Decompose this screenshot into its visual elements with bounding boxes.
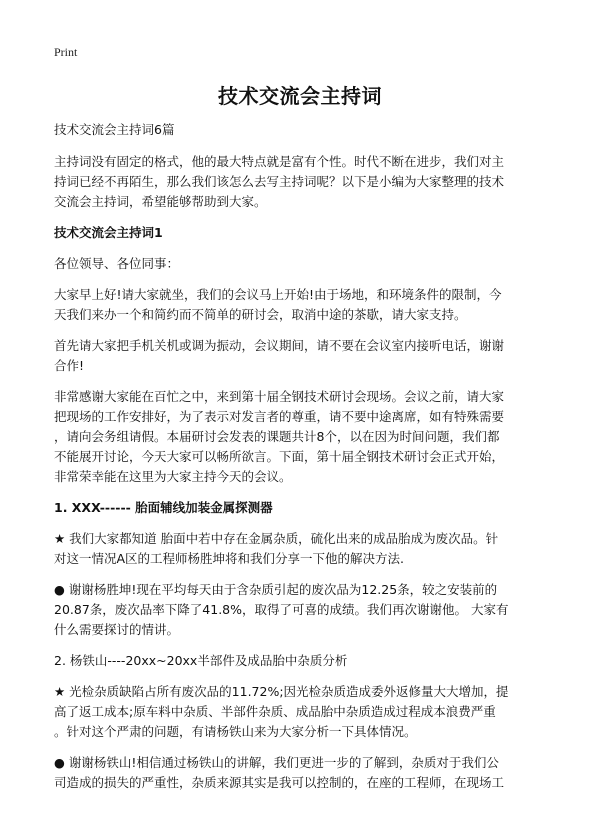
agenda-item-1-thanks — [54, 580, 550, 640]
text-line: 司造成的损失的严重性，杂质来源其实是我可以控制的，在座的工程师，在现场工 — [54, 775, 505, 790]
text-line: 主持词没有固定的格式，他的最大特点就是富有个性。时代不断在进步，我们对主 — [54, 154, 505, 169]
text-line: 非常荣幸能在这里为大家主持今天的会议。 — [54, 469, 292, 484]
text-line: 合作! — [54, 358, 85, 373]
agenda-item-2-thanks — [54, 753, 550, 793]
text-line: 把现场的工作安排好，为了表示对发言者的尊重，请不要中途离席，如有特殊需要 — [54, 409, 505, 424]
agenda-item-1-heading — [54, 498, 550, 518]
text-line: 。针对这个严肃的问题，有请杨铁山来为大家分析一下具体情况。 — [54, 724, 417, 739]
intro-paragraph — [54, 152, 550, 212]
document-title: 技术交流会主持词 — [218, 84, 382, 108]
phone-notice-paragraph — [54, 336, 550, 376]
text-line: 20.87条，废次品率下降了41.8%，取得了可喜的成绩。我们再次谢谢他。 大家有 — [54, 602, 509, 617]
document-subtitle: 技术交流会主持词6篇 — [54, 122, 175, 137]
text-line: ★ 光检杂质缺陷占所有废次品的11.72%;因光检杂质造成委外返修量大大增加，提 — [54, 684, 509, 699]
text-line: ，请向会务组请假。本届研讨会发表的课题共计8个，以在因为时间问题，我们都 — [54, 429, 500, 444]
text-line: 天我们来办一个和简约而不简单的研讨会，取消中途的茶歇，请大家支持。 — [54, 307, 467, 322]
agenda-item-1-topic: 胎面辅线加装金属探测器 — [135, 500, 273, 515]
welcome-paragraph — [54, 387, 550, 487]
text-line: 高了返工成本;原车料中杂质、半部件杂质、成品胎中杂质造成过程成本浪费严重 — [54, 704, 496, 719]
document-body — [54, 120, 550, 804]
text-line: 持词已经不再陌生，那么我们该怎么去写主持词呢？以下是小编为大家整理的技术 — [54, 174, 505, 189]
text-line: ● 谢谢杨胜坤!现在平均每天由于含杂质引起的废次品为12.25条，较之安装前的 — [54, 582, 498, 597]
text-line: 首先请大家把手机关机或调为振动，会议期间，请不要在会议室内接听电话，谢谢 — [54, 338, 505, 353]
text-line: ★ 我们大家都知道 胎面中若中存在金属杂质，硫化出来的成品胎成为废次品。针 — [54, 531, 499, 546]
agenda-item-1-prefix: 1. XXX------ — [54, 500, 136, 515]
section-heading: 技术交流会主持词1 — [54, 225, 163, 240]
print-label: Print — [54, 45, 78, 59]
agenda-item-1-intro — [54, 529, 550, 569]
text-line: 大家早上好!请大家就坐，我们的会议马上开始!由于场地，和环境条件的限制，今 — [54, 287, 502, 302]
text-line: 非常感谢大家能在百忙之中，来到第十届全钢技术研讨会现场。会议之前，请大家 — [54, 389, 505, 404]
text-line: ● 谢谢杨铁山!相信通过杨铁山的讲解，我们更进一步的了解到，杂质对于我们公 — [54, 755, 499, 770]
text-line: 什么需要探讨的情讲。 — [54, 622, 180, 637]
greeting: 各位领导、各位同事： — [54, 256, 180, 271]
agenda-item-2-heading: 2. 杨铁山----20xx~20xx半部件及成品胎中杂质分析 — [54, 653, 348, 668]
text-line: 交流会主持词，希望能够帮助到大家。 — [54, 194, 267, 209]
text-line: 对这一情况A区的工程师杨胜坤将和我们分享一下他的解决方法. — [54, 551, 405, 566]
agenda-item-2-intro — [54, 682, 550, 742]
opening-paragraph — [54, 285, 550, 325]
text-line: 不能展开讨论，今天大家可以畅所欲言。下面，第十届全钢技术研讨会正式开始， — [54, 449, 505, 464]
